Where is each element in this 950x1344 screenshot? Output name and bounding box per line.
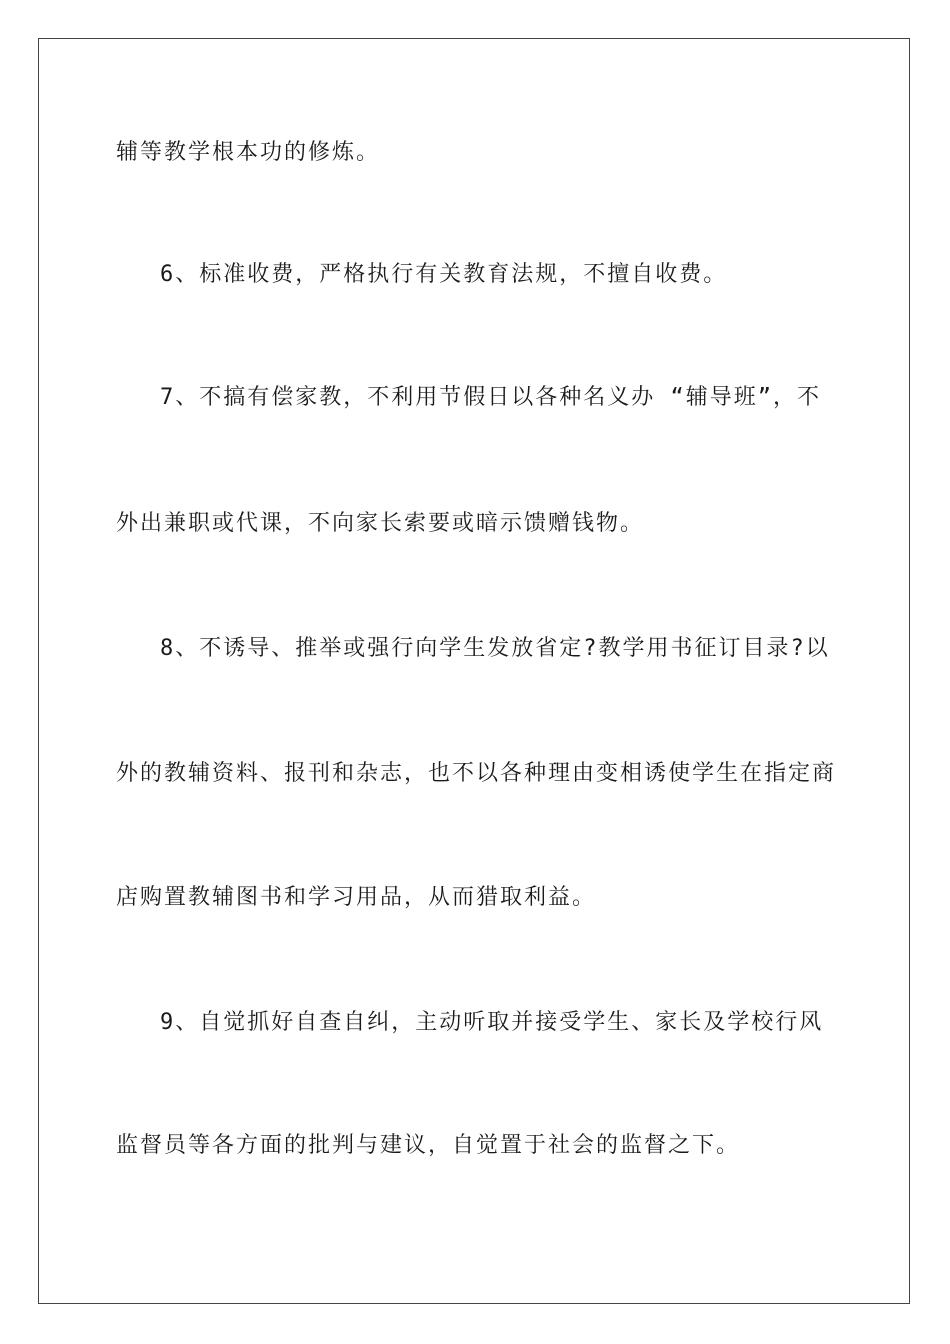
paragraph-line: 辅等教学根本功的修炼。 <box>116 140 381 165</box>
list-item-8: 8、不诱导、推举或强行向学生发放省定?教学用书征订目录?以 <box>160 636 830 661</box>
list-item-9: 9、自觉抓好自查自纠，主动听取并接受学生、家长及学校行风 <box>160 1010 824 1035</box>
paragraph-line: 监督员等各方面的批判与建议，自觉置于社会的监督之下。 <box>116 1133 741 1158</box>
list-item-6: 6、标准收费，严格执行有关教育法规，不擅自收费。 <box>160 262 728 287</box>
page-border <box>38 38 910 1304</box>
paragraph-line: 外出兼职或代课，不向家长索要或暗示馈赠钱物。 <box>116 511 645 536</box>
list-item-7: 7、不搞有偿家教，不利用节假日以各种名义办 “辅导班”，不 <box>160 385 821 410</box>
paragraph-line: 外的教辅资料、报刊和杂志，也不以各种理由变相诱使学生在指定商 <box>116 761 837 786</box>
paragraph-line: 店购置教辅图书和学习用品，从而猎取利益。 <box>116 885 597 910</box>
